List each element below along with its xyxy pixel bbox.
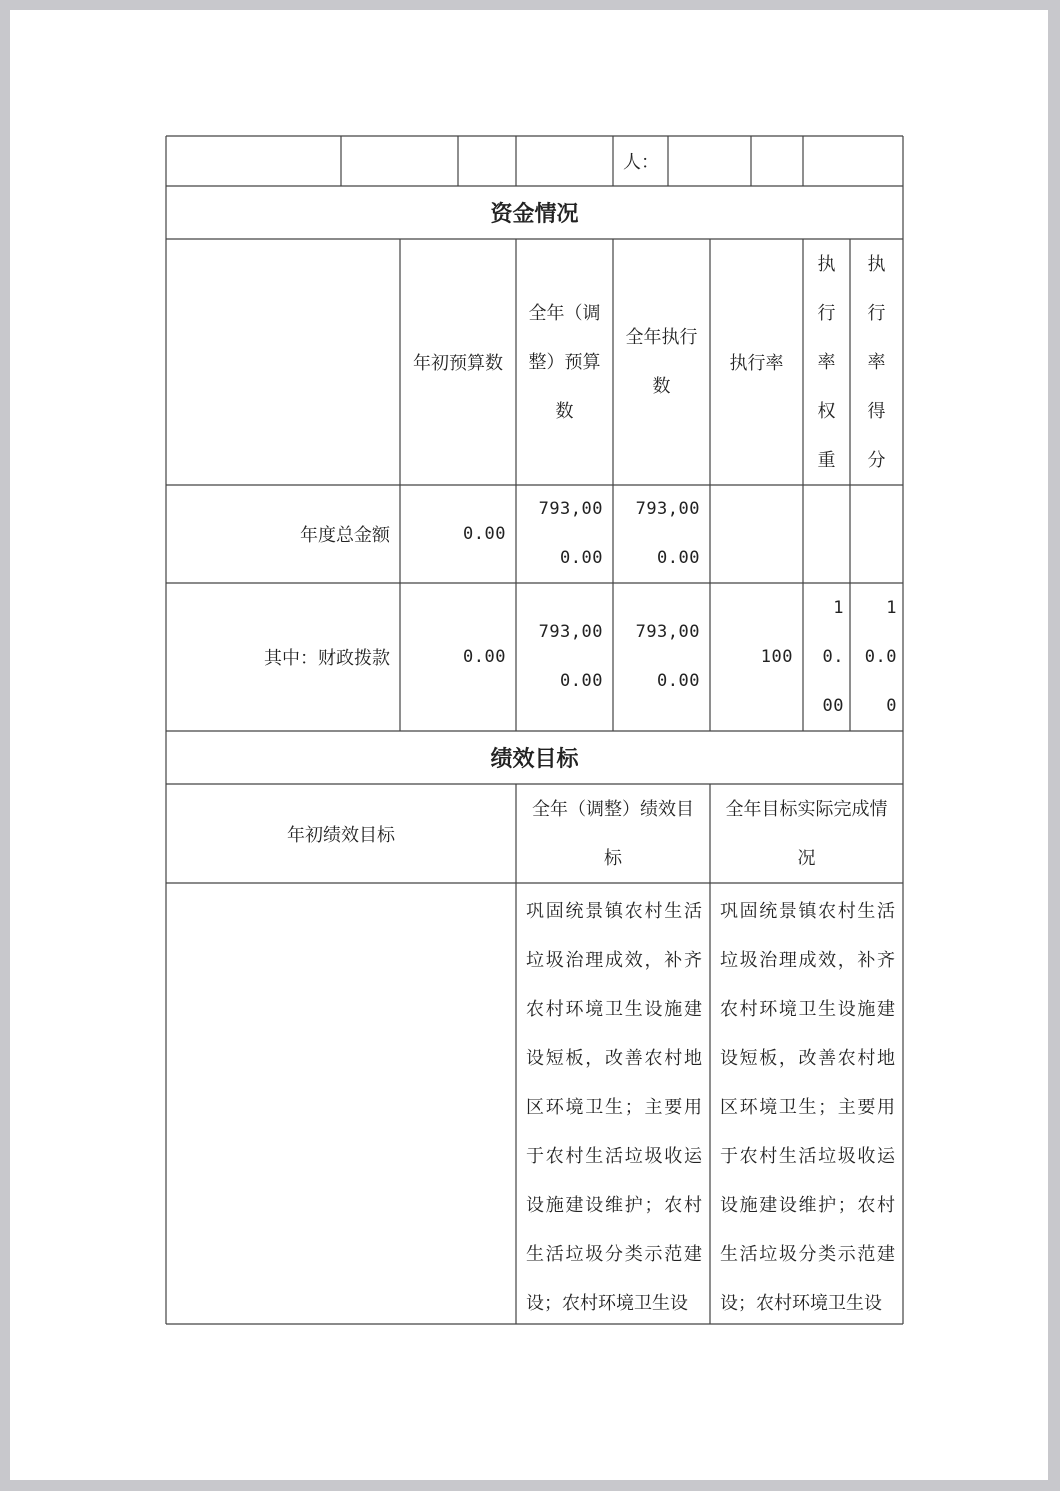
row-total-score <box>850 485 903 583</box>
header-person-label: 人： <box>623 152 659 173</box>
funds-section-title: 资金情况 <box>490 202 579 227</box>
row-total-initial-budget: 0.00 <box>463 524 506 544</box>
initial-goal-text <box>166 883 516 1324</box>
row-total-executed: 793,00 0.00 <box>635 499 700 568</box>
row-fiscal-adjusted-budget: 793,00 0.00 <box>538 622 603 691</box>
col-actual-completion: 全年目标实际完成情 况 <box>725 798 888 869</box>
col-exec-rate: 执行率 <box>729 353 784 374</box>
adjusted-goal-text: 巩固统景镇农村生活垃圾治理成效，补齐农村环境卫生设施建设短板，改善农村地区环境卫生；主要用于农村生活垃圾收运设施建设维护；农村生活垃圾分类示范建设；农村环境卫生设 <box>526 901 702 1314</box>
col-exec-rate-weight: 执 行 率 权 重 <box>817 253 836 471</box>
row-total-adjusted-budget: 793,00 0.00 <box>538 499 603 568</box>
document-page <box>10 10 1048 1480</box>
row-fiscal-initial-budget: 0.00 <box>463 647 506 667</box>
row-fiscal-exec-rate: 100 <box>760 647 793 667</box>
row-fiscal-score: 1 0.0 0 <box>864 597 897 716</box>
col-executed: 全年执行 数 <box>625 327 698 397</box>
col-initial-goal: 年初绩效目标 <box>287 824 395 846</box>
row-fiscal-executed: 793,00 0.00 <box>635 622 700 691</box>
row-fiscal-weight: 1 0. 00 <box>822 597 844 716</box>
col-initial-budget: 年初预算数 <box>413 353 503 374</box>
row-total-label: 年度总金额 <box>300 525 390 546</box>
row-total-weight <box>803 485 850 583</box>
performance-section-title: 绩效目标 <box>490 747 579 772</box>
col-adjusted-goal: 全年（调整）绩效目 标 <box>532 798 694 869</box>
col-adjusted-budget: 全年（调 整）预算 数 <box>528 302 601 422</box>
row-total-exec-rate <box>710 485 803 583</box>
actual-completion-text: 巩固统景镇农村生活垃圾治理成效，补齐农村环境卫生设施建设短板，改善农村地区环境卫生；主要用于农村生活垃圾收运设施建设维护；农村生活垃圾分类示范建设；农村环境卫生设 <box>720 901 895 1314</box>
col-exec-rate-score: 执 行 率 得 分 <box>867 253 886 471</box>
row-fiscal-label: 其中：财政拨款 <box>264 648 390 669</box>
